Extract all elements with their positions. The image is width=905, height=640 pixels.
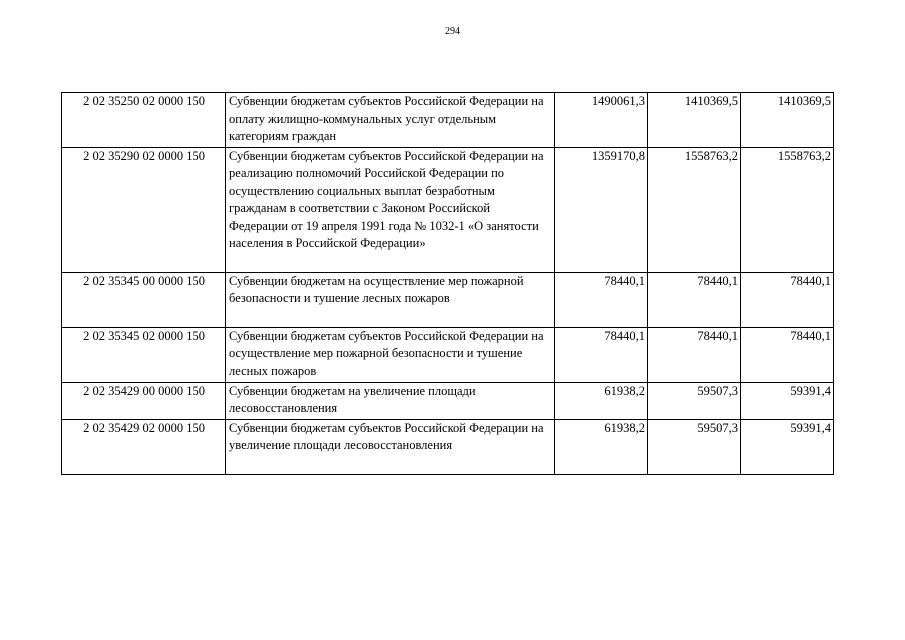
- value-cell-year-3: 1558763,2: [741, 147, 834, 272]
- value-cell-year-1: 61938,2: [555, 382, 648, 419]
- value-cell-year-1: 61938,2: [555, 419, 648, 474]
- table-row: [62, 419, 834, 474]
- budget-code-cell: 2 02 35429 02 0000 150: [62, 419, 226, 474]
- description-cell: Субвенции бюджетам субъектов Российской Федерации на оплату жилищно-коммунальных услуг отдельным категориям граждан: [226, 93, 555, 148]
- description-cell: Субвенции бюджетам субъектов Российской Федерации на увеличение площади лесовосстановления: [226, 419, 555, 474]
- table-row: [62, 272, 834, 327]
- value-cell-year-1: 78440,1: [555, 272, 648, 327]
- page-number: 294: [445, 26, 460, 37]
- value-cell-year-2: 1410369,5: [648, 93, 741, 148]
- description-cell: Субвенции бюджетам субъектов Российской Федерации на осуществление мер пожарной безопасности и тушение лесных пожаров: [226, 327, 555, 382]
- value-cell-year-3: 59391,4: [741, 419, 834, 474]
- table-row: [62, 327, 834, 382]
- value-cell-year-3: 1410369,5: [741, 93, 834, 148]
- value-cell-year-3: 78440,1: [741, 272, 834, 327]
- budget-code-cell: 2 02 35345 02 0000 150: [62, 327, 226, 382]
- description-cell: Субвенции бюджетам на осуществление мер пожарной безопасности и тушение лесных пожаров: [226, 272, 555, 327]
- value-cell-year-1: 78440,1: [555, 327, 648, 382]
- value-cell-year-2: 1558763,2: [648, 147, 741, 272]
- table-row: [62, 147, 834, 272]
- value-cell-year-2: 78440,1: [648, 327, 741, 382]
- table-row: [62, 382, 834, 419]
- budget-code-cell: 2 02 35429 00 0000 150: [62, 382, 226, 419]
- value-cell-year-1: 1359170,8: [555, 147, 648, 272]
- description-cell: Субвенции бюджетам субъектов Российской Федерации на реализацию полномочий Российской Федерации по осуществлению социальных выплат безработным гражданам в соответствии с Законом Российской Федерации от 19 апреля 1991 года № 1032-1 «О занятости населения в Российской Федерации»: [226, 147, 555, 272]
- budget-code-cell: 2 02 35290 02 0000 150: [62, 147, 226, 272]
- description-cell: Субвенции бюджетам на увеличение площади лесовосстановления: [226, 382, 555, 419]
- budget-table: [61, 92, 834, 475]
- value-cell-year-2: 59507,3: [648, 419, 741, 474]
- table-row: [62, 93, 834, 148]
- value-cell-year-3: 78440,1: [741, 327, 834, 382]
- value-cell-year-2: 59507,3: [648, 382, 741, 419]
- value-cell-year-2: 78440,1: [648, 272, 741, 327]
- value-cell-year-1: 1490061,3: [555, 93, 648, 148]
- budget-code-cell: 2 02 35250 02 0000 150: [62, 93, 226, 148]
- budget-code-cell: 2 02 35345 00 0000 150: [62, 272, 226, 327]
- value-cell-year-3: 59391,4: [741, 382, 834, 419]
